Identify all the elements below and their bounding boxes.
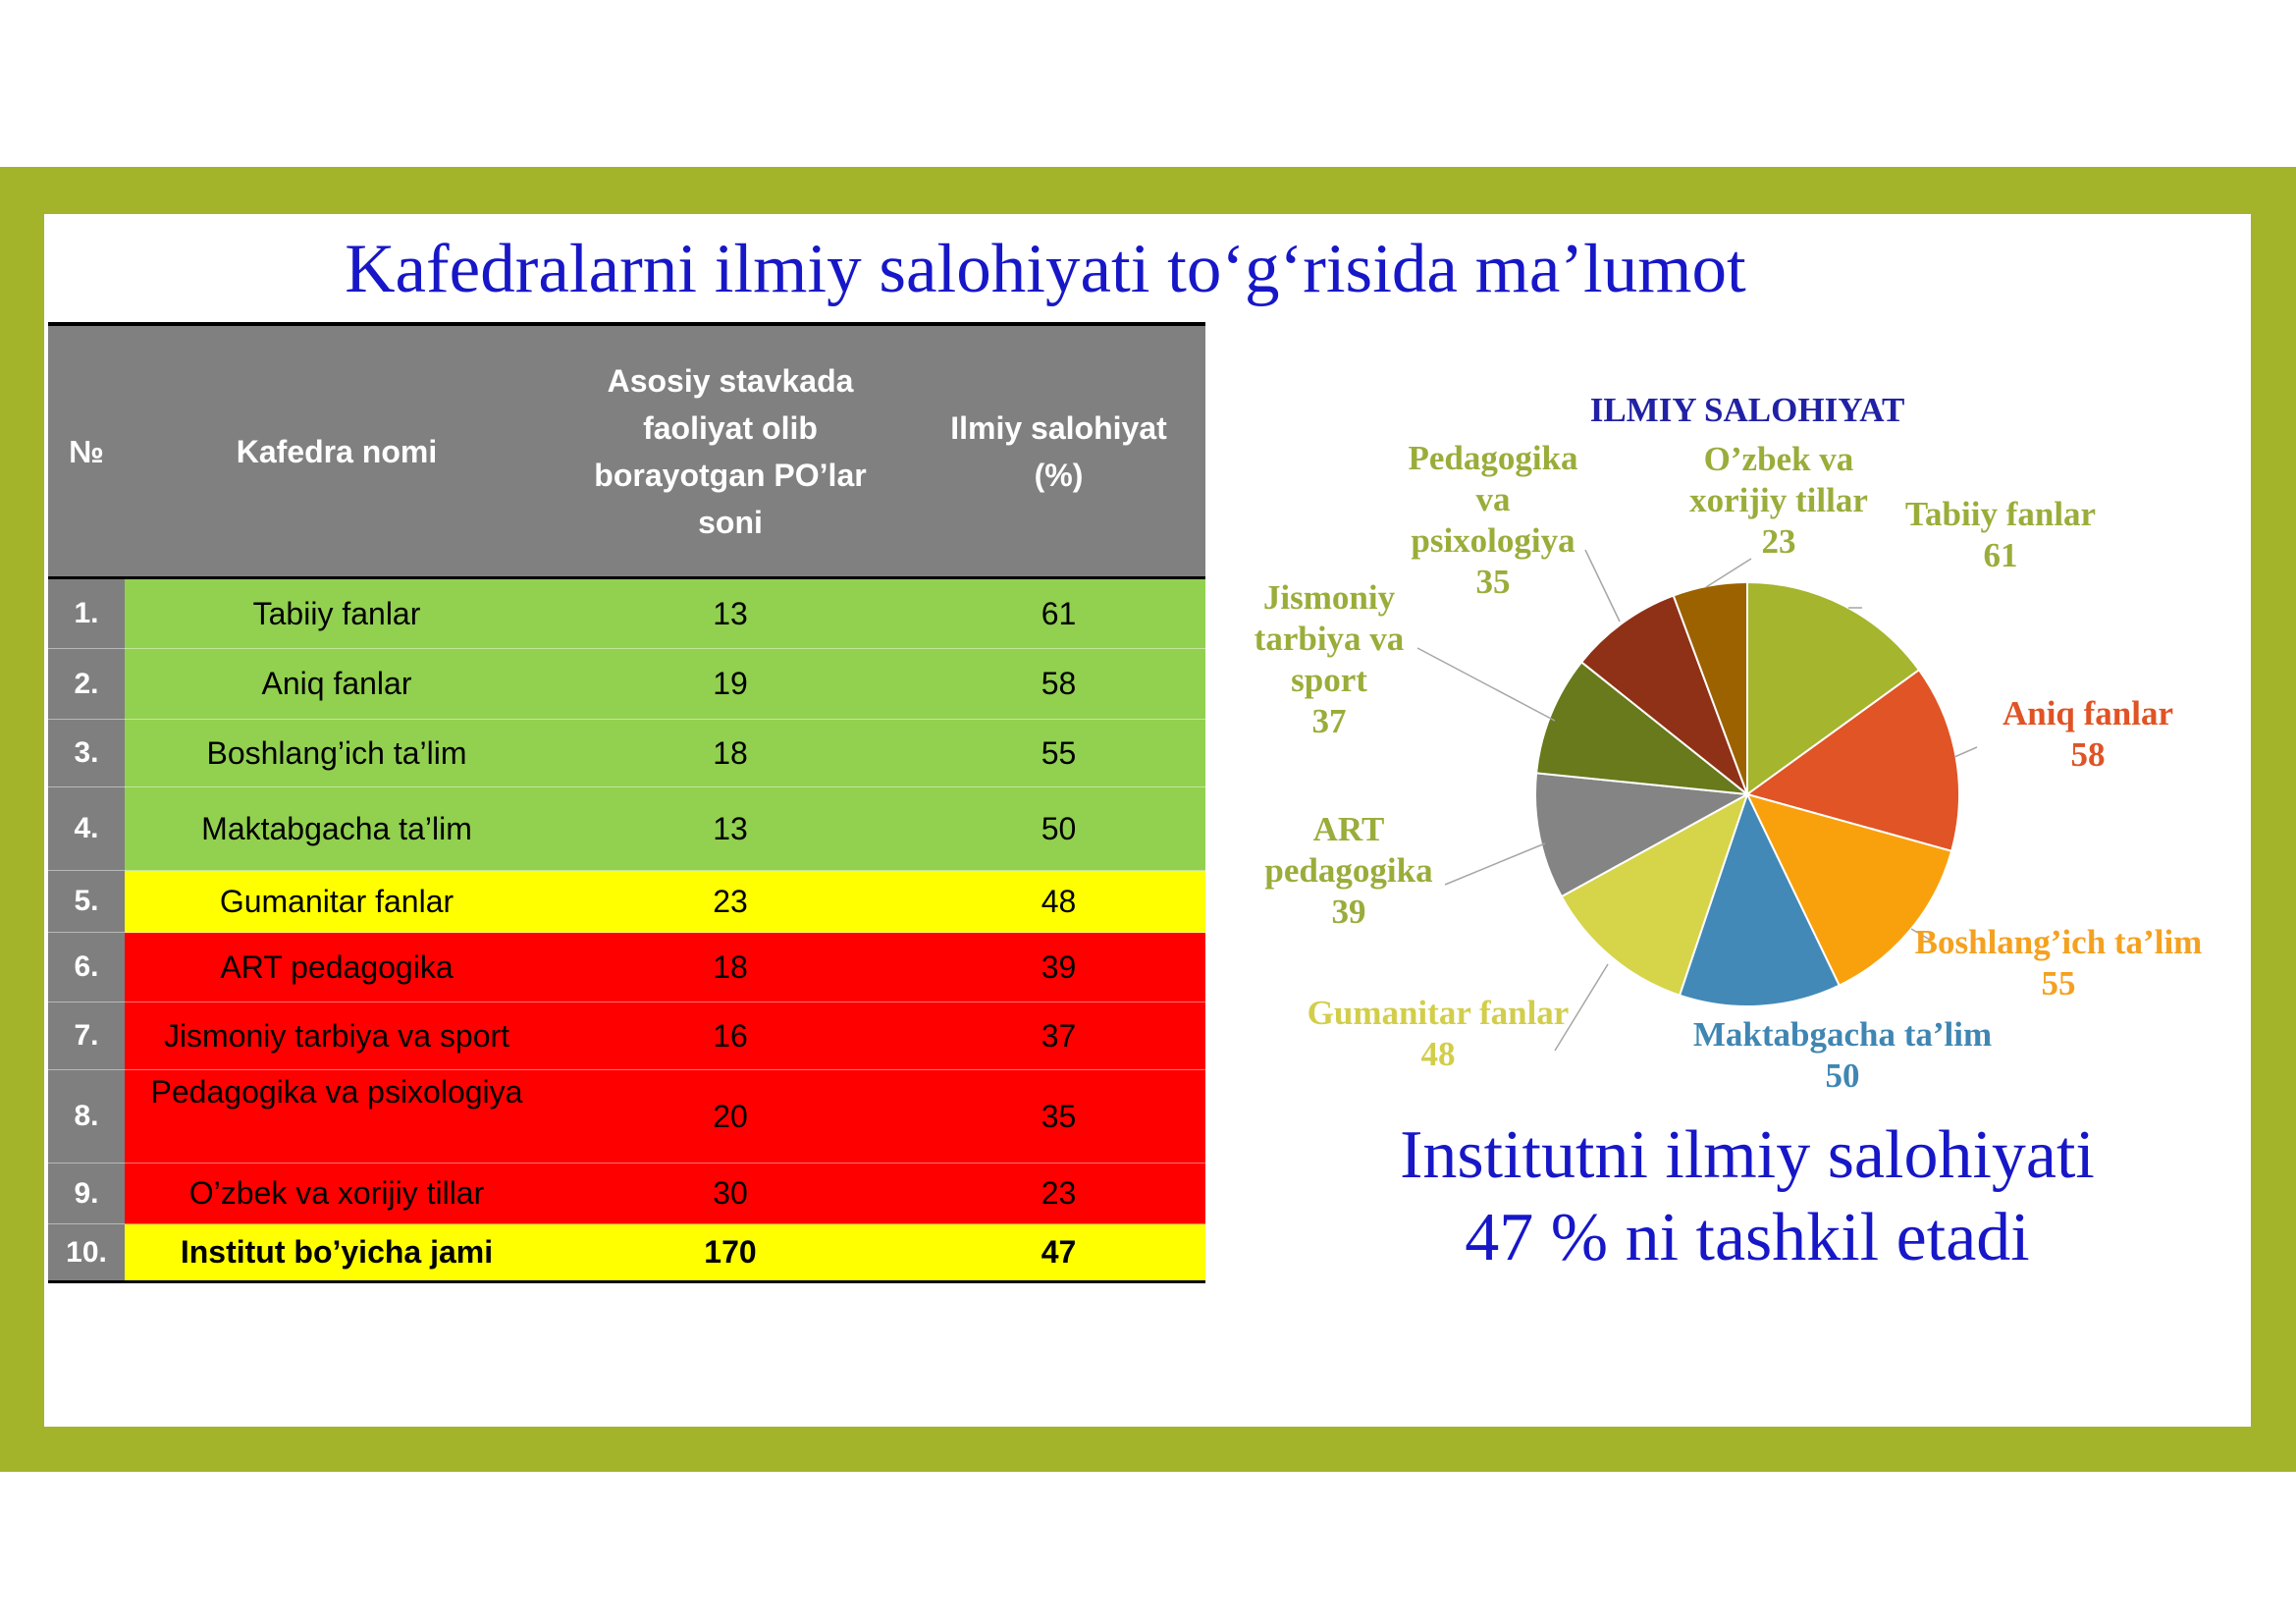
- pie-label: [1172, 809, 1525, 933]
- staff-count: 16: [549, 1002, 912, 1070]
- header-number: №: [48, 324, 125, 578]
- pie-label-category: va: [1475, 480, 1511, 518]
- row-number: 3.: [48, 720, 125, 787]
- department-name: Pedagogika va psixologiya: [125, 1070, 549, 1164]
- scientific-potential: 23: [912, 1164, 1205, 1224]
- pie-label: [1911, 693, 2265, 776]
- row-number: 1.: [48, 578, 125, 649]
- department-name: ART pedagogika: [125, 933, 549, 1002]
- header-department-name: Kafedra nomi: [125, 324, 549, 578]
- pie-label: [1261, 993, 1615, 1075]
- staff-count: 20: [549, 1070, 912, 1164]
- pie-label-category: Jismoniy: [1262, 578, 1396, 617]
- pie-label-value: 35: [1475, 563, 1511, 601]
- row-number: 8.: [48, 1070, 125, 1164]
- row-number: 4.: [48, 787, 125, 871]
- scientific-potential: 58: [912, 649, 1205, 720]
- department-name: Tabiiy fanlar: [125, 578, 549, 649]
- pie-label: [1666, 1014, 2019, 1097]
- row-number: 6.: [48, 933, 125, 1002]
- scientific-potential: 61: [912, 578, 1205, 649]
- scientific-potential: 37: [912, 1002, 1205, 1070]
- department-name: Aniq fanlar: [125, 649, 549, 720]
- department-name: Institut bo’yicha jami: [180, 1234, 494, 1270]
- pie-label-value: 48: [1420, 1035, 1456, 1073]
- slide-title: Kafedralarni ilmiy salohiyati to‘g‘risida ma’lumot: [345, 231, 1746, 307]
- row-number: 10.: [48, 1224, 125, 1282]
- staff-count: 19: [549, 649, 912, 720]
- pie-label-value: 23: [1761, 522, 1796, 561]
- row-number: 2.: [48, 649, 125, 720]
- staff-count: 18: [549, 933, 912, 1002]
- scientific-potential: 50: [912, 787, 1205, 871]
- summary-line-2: 47 % ni tashkil etadi: [1465, 1200, 2030, 1275]
- staff-count: 13: [549, 787, 912, 871]
- staff-count: 30: [549, 1164, 912, 1224]
- pie-label-category: psixologiya: [1411, 521, 1575, 560]
- row-number: 9.: [48, 1164, 125, 1224]
- pie-label-value: 50: [1825, 1056, 1860, 1095]
- pie-label-category: pedagogika: [1264, 851, 1433, 890]
- pie-label-value: 37: [1311, 702, 1347, 740]
- pie-label-category: Gumanitar fanlar: [1307, 994, 1570, 1032]
- pie-label-category: O’zbek va: [1703, 440, 1854, 478]
- chart-title: ILMIY SALOHIYAT: [1589, 391, 1905, 429]
- pie-label-category: Pedagogika: [1408, 439, 1578, 477]
- department-name: Boshlang’ich ta’lim: [125, 720, 549, 787]
- pie-label-category: Aniq fanlar: [2002, 694, 2174, 732]
- header-staff-count-text: Asosiy stavkada faoliyat olib borayotgan PO’lar soni: [594, 362, 867, 540]
- pie-label-category: Maktabgacha ta’lim: [1692, 1015, 1993, 1054]
- staff-count: 13: [549, 578, 912, 649]
- scientific-potential: 39: [912, 933, 1205, 1002]
- pie-label-value: 58: [2070, 735, 2106, 774]
- pie-label: [1882, 922, 2235, 1004]
- scientific-potential: 35: [912, 1070, 1205, 1164]
- pie-label-value: 55: [2041, 964, 2076, 1002]
- pie-label: [1602, 439, 1955, 563]
- pie-label-category: sport: [1291, 661, 1367, 699]
- pie-label-category: Tabiiy fanlar: [1904, 495, 2097, 533]
- department-name: Jismoniy tarbiya va sport: [125, 1002, 549, 1070]
- pie-label-value: 61: [1983, 536, 2018, 574]
- scientific-potential: 47: [1041, 1234, 1077, 1270]
- pie-label-category: Boshlang’ich ta’lim: [1914, 923, 2203, 961]
- pie-label-category: tarbiya va: [1254, 620, 1405, 658]
- pie-label-category: ART: [1312, 810, 1385, 848]
- pie-label-category: xorijiy tillar: [1689, 481, 1868, 519]
- header-scientific-potential-text: Ilmiy salohiyat (%): [950, 409, 1167, 493]
- scientific-potential: 55: [912, 720, 1205, 787]
- summary-line-1: Institutni ilmiy salohiyati: [1400, 1117, 2095, 1193]
- department-name: O’zbek va xorijiy tillar: [125, 1164, 549, 1224]
- department-name: Gumanitar fanlar: [125, 871, 549, 933]
- staff-count: 18: [549, 720, 912, 787]
- scientific-potential: 48: [912, 871, 1205, 933]
- pie-label-value: 39: [1331, 893, 1366, 931]
- department-name: Maktabgacha ta’lim: [125, 787, 549, 871]
- staff-count: 170: [704, 1234, 757, 1270]
- row-number: 5.: [48, 871, 125, 933]
- staff-count: 23: [549, 871, 912, 933]
- row-number: 7.: [48, 1002, 125, 1070]
